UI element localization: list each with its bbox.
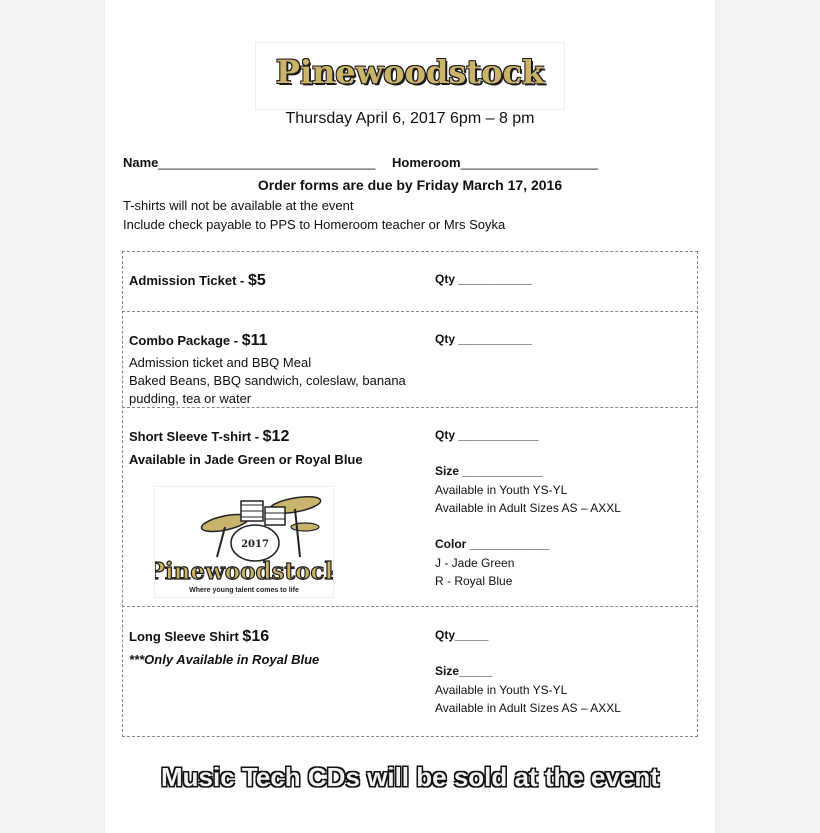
pinewoodstock-banner xyxy=(255,42,565,110)
short-sleeve-subtitle: Available in Jade Green or Royal Blue xyxy=(129,452,363,467)
logo-name: Pinewoodstock xyxy=(155,558,333,585)
combo-qty-field[interactable]: Qty ___________ xyxy=(435,332,532,346)
homeroom-field[interactable] xyxy=(392,155,598,170)
size-option: Available in Youth YS-YL xyxy=(435,483,568,497)
combo-desc-line: pudding, tea or water xyxy=(129,391,252,406)
note-tshirts: T-shirts will not be available at the event xyxy=(123,198,354,213)
short-sleeve-size-field[interactable]: Size ____________ xyxy=(435,464,543,478)
size-option: Available in Adult Sizes AS – AXXL xyxy=(435,701,621,715)
name-blank: ______________________________ xyxy=(158,155,376,170)
item-price: $5 xyxy=(247,272,266,289)
item-title: Combo Package - xyxy=(129,333,242,348)
short-sleeve-item xyxy=(129,428,289,446)
combo-package-item xyxy=(129,332,268,350)
combo-desc-line: Admission ticket and BBQ Meal xyxy=(129,355,312,370)
item-title: Short Sleeve T-shirt - xyxy=(129,429,263,444)
note-check: Include check payable to PPS to Homeroom teacher or Mrs Soyka xyxy=(123,217,506,232)
short-sleeve-color-field[interactable]: Color ____________ xyxy=(435,537,550,551)
item-title: Long Sleeve Shirt xyxy=(129,629,243,644)
name-field[interactable] xyxy=(123,155,375,170)
long-sleeve-size-field[interactable]: Size_____ xyxy=(435,664,493,678)
item-price: $16 xyxy=(242,628,270,645)
homeroom-label: Homeroom xyxy=(392,155,461,170)
admission-qty-field[interactable]: Qty ___________ xyxy=(435,272,532,286)
color-option: J - Jade Green xyxy=(435,556,515,570)
item-price: $12 xyxy=(262,428,290,445)
logo-tagline: Where young talent comes to life xyxy=(189,587,299,594)
due-notice: Order forms are due by Friday March 17, 2016 xyxy=(257,177,563,193)
short-sleeve-qty-field[interactable]: Qty ____________ xyxy=(435,428,539,442)
homeroom-blank: ___________________ xyxy=(460,155,598,170)
divider xyxy=(122,407,698,408)
size-option: Available in Youth YS-YL xyxy=(435,683,568,697)
long-sleeve-item xyxy=(129,628,269,646)
size-option: Available in Adult Sizes AS – AXXL xyxy=(435,501,621,515)
admission-ticket-item xyxy=(129,272,266,290)
event-date: Thursday April 6, 2017 6pm – 8 pm xyxy=(285,110,535,127)
logo-year: 2017 xyxy=(241,539,269,550)
long-sleeve-qty-field[interactable]: Qty_____ xyxy=(435,628,489,642)
long-sleeve-subtitle: ***Only Available in Royal Blue xyxy=(129,652,320,667)
divider xyxy=(122,606,698,607)
color-option: R - Royal Blue xyxy=(435,574,513,588)
item-title: Admission Ticket - xyxy=(129,273,248,288)
drum-kit-icon xyxy=(155,487,333,597)
banner-title: Pinewoodstock xyxy=(275,53,545,91)
combo-desc-line: Baked Beans, BBQ sandwich, coleslaw, banana xyxy=(129,373,406,388)
item-price: $11 xyxy=(241,332,268,349)
divider xyxy=(122,311,698,312)
name-label: Name xyxy=(123,155,159,170)
footer-notice: Music Tech CDs will be sold at the event xyxy=(161,762,659,792)
pinewoodstock-logo xyxy=(154,486,334,598)
